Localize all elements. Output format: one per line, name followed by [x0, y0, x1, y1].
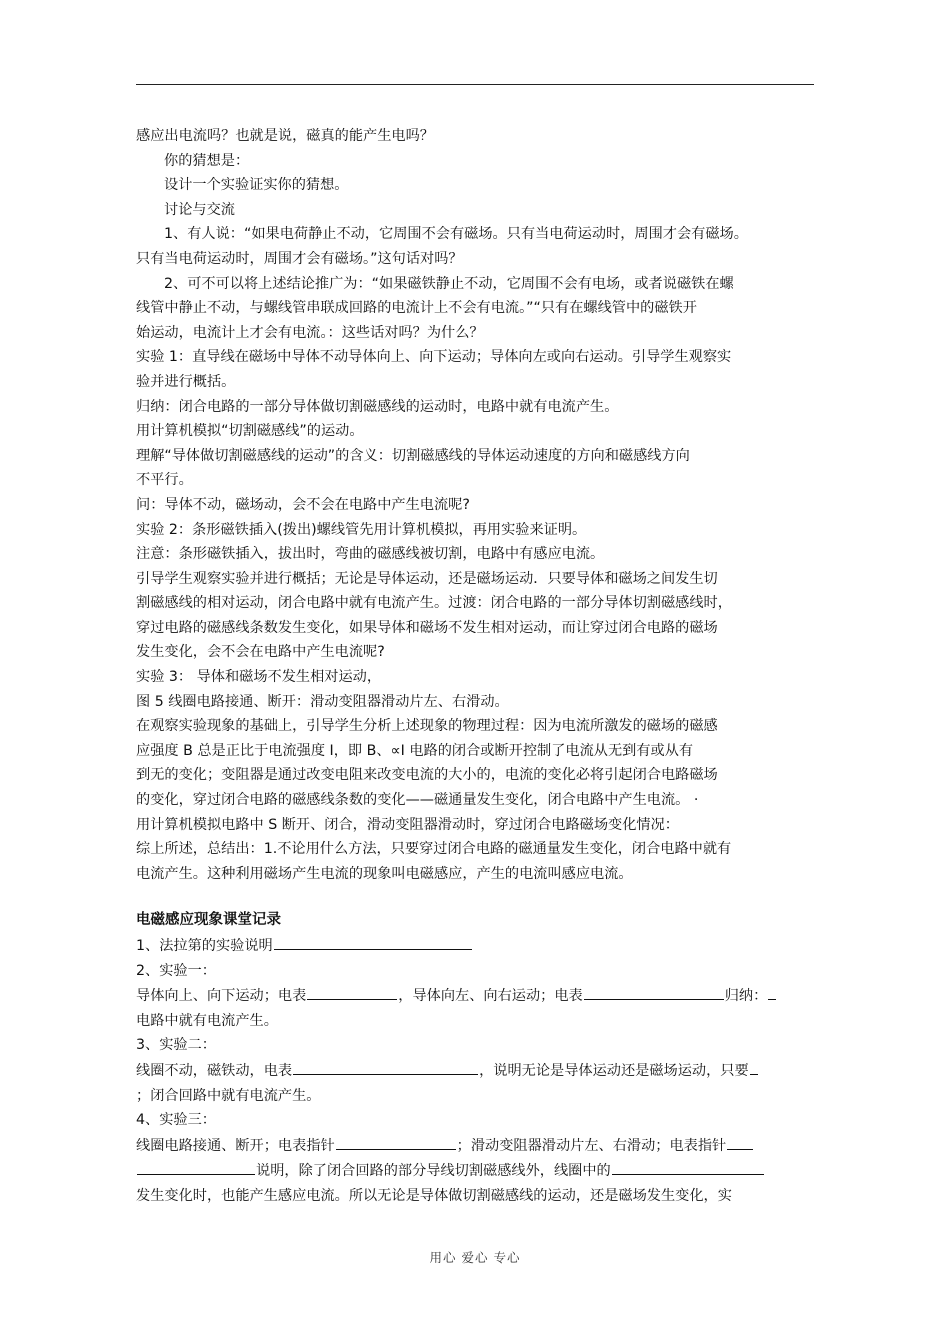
text-line: 实验 3： 导体和磁场不发生相对运动， — [136, 669, 382, 686]
text-line: ；闭合回路中就有电流产生。 — [136, 1087, 321, 1104]
text-line: 2、可不可以将上述结论推广为：“如果磁铁静止不动，它周围不会有电场，或者说磁铁在螺 — [164, 275, 734, 292]
record-q4b — [136, 1158, 816, 1184]
text-line: 穿过电路的磁感线条数发生变化，如果导体和磁场不发生相对运动，而让穿过闭合电路的磁场 — [136, 619, 718, 636]
text-line: 实验 2：条形磁铁插入(拨出)螺线管先用计算机模拟，再用实验来证明。 — [136, 521, 587, 538]
text-span: 1、法拉第的实验说明 — [136, 938, 273, 954]
text-line: 始运动，电流计上才会有电流。：这些话对吗？为什么？ — [136, 324, 484, 341]
text-line: 发生变化，会不会在电路中产生电流呢? — [136, 644, 385, 661]
text-line: 的变化，穿过闭合电路的磁感线条数的变化——磁通量发生变化，闭合电路中产生电流。 · — [136, 792, 699, 809]
fill-blank[interactable] — [336, 1133, 456, 1150]
text-line: 综上所述，总结出：1.不论用什么方法，只要穿过闭合电路的磁通量发生变化，闭合电路中就有 — [136, 841, 732, 858]
fill-blank[interactable] — [274, 933, 472, 950]
text-line: 3、实验二： — [136, 1037, 216, 1054]
spacer — [136, 886, 816, 908]
text-line: 应强度 B 总是正比于电流强度 I，即 B、∝I 电路的闭合或断开控制了电流从无到有或从有 — [136, 742, 694, 759]
text-span: ，说明无论是导体运动还是磁场运动，只要 — [479, 1062, 749, 1079]
text-span: ；滑动变阻器滑动片左、右滑动；电表指针 — [456, 1137, 727, 1154]
header-rule — [136, 84, 814, 85]
text-line: 2、实验一： — [136, 962, 216, 979]
text-line: 注意：条形磁铁插入，拔出时，弯曲的磁感线被切割，电路中有感应电流。 — [136, 546, 605, 563]
record-q4a — [136, 1133, 816, 1159]
page-footer: 用心 爱心 专心 — [429, 1250, 521, 1265]
text-line: 你的猜想是： — [164, 152, 250, 169]
text-line: 验并进行概括。 — [136, 373, 236, 390]
text-line: 发生变化时，也能产生感应电流。所以无论是导体做切割磁感线的运动，还是磁场发生变化，实 — [136, 1187, 732, 1204]
text-line: 1、有人说：“如果电荷静止不动，它周围不会有磁场。只有当电荷运动时，周围才会有磁场。 — [164, 226, 748, 243]
text-span: 导体向上、向下运动；电表 — [136, 988, 307, 1005]
text-line: 在观察实验现象的基础上，引导学生分析上述现象的物理过程：因为电流所激发的磁场的磁感 — [136, 718, 718, 735]
text-span: 线圈不动，磁铁动，电表 — [136, 1062, 293, 1079]
fill-blank[interactable] — [137, 1158, 255, 1175]
text-line: 理解“导体做切割磁感线的运动”的含义：切割磁感线的导体运动速度的方向和磁感线方向 — [136, 447, 690, 464]
document-body — [136, 124, 816, 1209]
text-span: 归纳： — [724, 988, 768, 1005]
text-line: 线管中静止不动，与螺线管串联成回路的电流计上不会有电流。”“只有在螺线管中的磁铁开 — [136, 300, 697, 317]
text-line: 不平行。 — [136, 472, 193, 489]
text-span: ，导体向左、向右运动；电表 — [398, 988, 583, 1005]
text-line: 归纳：闭合电路的一部分导体做切割磁感线的运动时，电路中就有电流产生。 — [136, 398, 619, 415]
fill-blank[interactable] — [307, 983, 397, 1000]
fill-blank[interactable] — [768, 983, 776, 1000]
text-span: 说明，除了闭合回路的部分导线切割磁感线外，线圈中的 — [256, 1163, 611, 1180]
record-q1 — [136, 933, 816, 959]
text-line: 设计一个实验证实你的猜想。 — [164, 177, 349, 194]
text-line: 电流产生。这种利用磁场产生电流的现象叫电磁感应，产生的电流叫感应电流。 — [136, 865, 633, 882]
section-heading: 电磁感应现象课堂记录 — [136, 912, 281, 929]
record-q2a — [136, 983, 816, 1009]
text-line: 讨论与交流 — [164, 201, 235, 218]
text-line: 4、实验三： — [136, 1112, 216, 1129]
text-line: 图 5 线圈电路接通、断开：滑动变阻器滑动片左、右滑动。 — [136, 693, 509, 710]
fill-blank[interactable] — [584, 983, 724, 1000]
text-span: 线圈电路接通、断开；电表指针 — [136, 1137, 335, 1154]
text-line: 只有当电荷运动时，周围才会有磁场。”这句话对吗？ — [136, 250, 463, 267]
text-line: 引导学生观察实验并进行概括；无论是导体运动，还是磁场运动．只要导体和磁场之间发生切 — [136, 570, 718, 587]
text-line: 感应出电流吗？也就是说，磁真的能产生电吗？ — [136, 128, 434, 144]
text-line: 用计算机模拟电路中 S 断开、闭合，滑动变阻器滑动时，穿过闭合电路磁场变化情况： — [136, 816, 679, 833]
fill-blank[interactable] — [750, 1058, 758, 1075]
text-line: 到无的变化；变阻器是通过改变电阻来改变电流的大小的，电流的变化必将引起闭合电路磁场 — [136, 767, 718, 784]
text-line: 实验 1：直导线在磁场中导体不动导体向上、向下运动；导体向左或向右运动。引导学生观察实 — [136, 349, 732, 366]
text-line: 用计算机模拟“切割磁感线”的运动。 — [136, 423, 364, 440]
record-q3a — [136, 1058, 816, 1084]
fill-blank[interactable] — [727, 1133, 753, 1150]
fill-blank[interactable] — [612, 1158, 764, 1175]
text-line: 问：导体不动，磁场动，会不会在电路中产生电流呢? — [136, 496, 470, 513]
text-line: 割磁感线的相对运动，闭合电路中就有电流产生。过渡：闭合电路的一部分导体切割磁感线时， — [136, 595, 732, 612]
fill-blank[interactable] — [293, 1058, 478, 1075]
text-line: 电路中就有电流产生。 — [136, 1012, 278, 1029]
